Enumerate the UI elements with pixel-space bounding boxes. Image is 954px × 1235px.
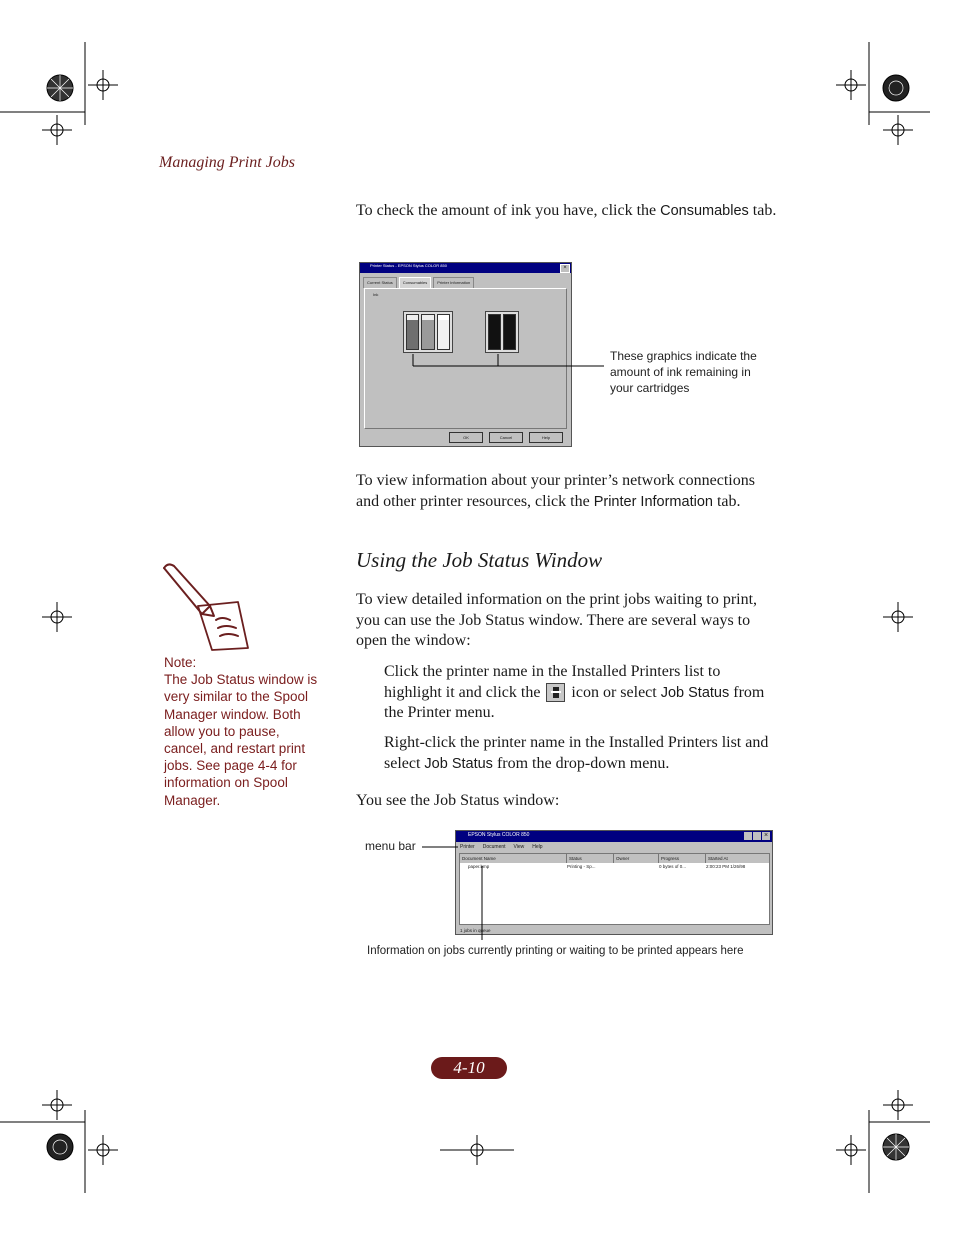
column-status: Status	[567, 854, 614, 863]
tab-printer-information: Printer Information	[433, 277, 474, 288]
note-pen-icon	[158, 560, 253, 655]
cancel-button: Cancel	[489, 432, 523, 443]
cell-document-name: paper.bmp	[468, 864, 490, 869]
menu-view: View	[513, 844, 525, 850]
sidebar-note	[164, 654, 324, 809]
cell-status: Printing - Sp...	[567, 864, 596, 869]
printer-status-screenshot	[359, 262, 572, 447]
ui-term-printer-information: Printer Information	[593, 493, 713, 510]
column-document-name: Document Name	[460, 854, 567, 863]
section-heading: Using the Job Status Window	[356, 548, 603, 572]
color-ink-cartridge	[403, 311, 453, 353]
cell-progress: 0 bytes of 0...	[659, 864, 687, 869]
ink-graphics-callout: These graphics indicate the amount of ink remaining in your cartridges	[610, 349, 757, 395]
running-header: Managing Print Jobs	[159, 154, 295, 171]
note-title: Note:	[164, 655, 197, 670]
menu-document: Document	[482, 844, 506, 850]
ui-term-job-status: Job Status	[660, 684, 730, 701]
job-status-window-title: EPSON Stylus COLOR 850	[468, 832, 530, 838]
tab-current-status: Current Status	[363, 277, 397, 288]
magenta-ink-level	[421, 314, 434, 350]
note-text: The Job Status window is very similar to the Spool Manager window. Both allow you to pause, cancel, and restart print jobs. See page 4-4 for information on Spool Manager.	[164, 672, 318, 808]
menu-printer: Printer	[460, 844, 475, 850]
job-list	[459, 853, 770, 925]
black-ink-level-right	[503, 314, 516, 350]
printer-status-buttons	[449, 432, 563, 443]
close-icon: ×	[560, 264, 570, 273]
cell-started-at: 2:00:23 PM 1/26/98	[706, 864, 746, 869]
job-status-status-bar: 1 jobs in queue	[460, 928, 491, 933]
paragraph-you-see: You see the Job Status window:	[356, 792, 560, 809]
printer-status-tabs	[363, 277, 474, 288]
printer-status-panel	[364, 288, 567, 429]
yellow-ink-level	[437, 314, 450, 350]
job-status-screenshot	[455, 830, 773, 935]
printer-status-titlebar	[360, 263, 571, 273]
job-list-header	[460, 854, 769, 863]
ui-term-job-status-2: Job Status	[424, 755, 493, 772]
column-owner: Owner	[614, 854, 659, 863]
paragraph-consumables: To check the amount of ink you have, click the Consumables tab.	[356, 202, 777, 219]
job-status-icon	[546, 683, 565, 702]
paragraph-job-status-intro: To view detailed information on the print jobs waiting to print, you can use the Job Status window. There are several ways to open the window:	[356, 591, 758, 649]
job-status-menu-bar	[460, 844, 543, 850]
ui-term-consumables: Consumables	[660, 203, 749, 219]
column-progress: Progress	[659, 854, 706, 863]
job-list-caption: Information on jobs currently printing or waiting to be printed appears here	[367, 945, 744, 957]
black-ink-level-left	[488, 314, 501, 350]
window-controls-icon: ×	[744, 832, 770, 840]
black-ink-cartridge	[485, 311, 519, 353]
table-row	[460, 863, 769, 871]
menu-help: Help	[532, 844, 543, 850]
ok-button: OK	[449, 432, 483, 443]
cell-owner	[612, 863, 657, 871]
page-number: 4-10	[431, 1057, 507, 1079]
step-click-icon: Click the printer name in the Installed Printers list to highlight it and click the icon or select Job Status from the Printer menu.	[384, 663, 765, 721]
step-right-click: Right-click the printer name in the Installed Printers list and select Job Status from the drop-down menu.	[384, 734, 769, 772]
cyan-ink-level	[406, 314, 419, 350]
job-status-titlebar	[456, 831, 772, 842]
tab-consumables: Consumables	[399, 277, 431, 288]
help-button: Help	[529, 432, 563, 443]
ink-group-label: Ink	[373, 292, 379, 297]
menu-bar-label: menu bar	[365, 839, 416, 853]
column-started-at: Started At	[708, 856, 728, 861]
printer-status-window-title: Printer Status - EPSON Stylus COLOR 850	[370, 263, 447, 268]
paragraph-printer-information: To view information about your printer’s network connections and other printer resources, click the Printer Information tab.	[356, 472, 755, 510]
